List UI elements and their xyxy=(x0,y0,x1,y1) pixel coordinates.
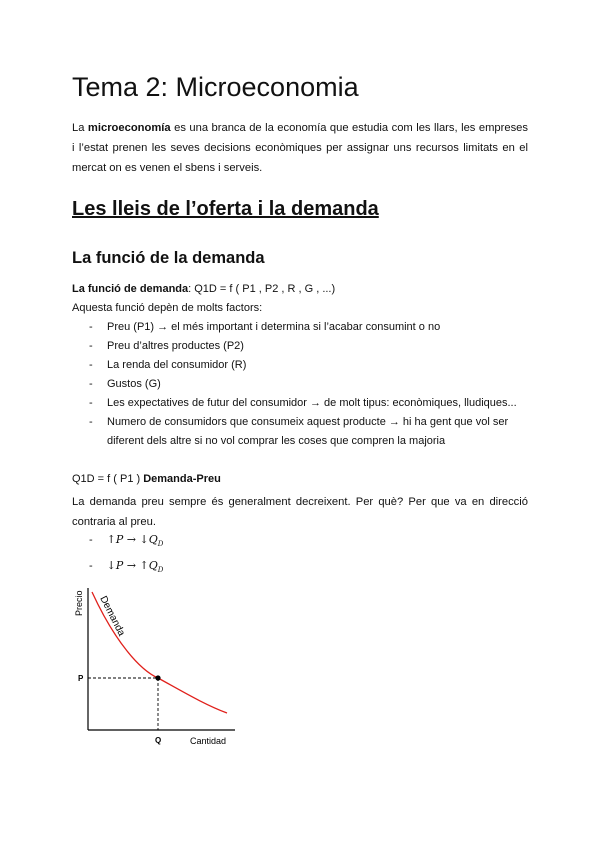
list-item: - Gustos (G) xyxy=(72,375,528,394)
subsection-heading: La funció de la demanda xyxy=(72,249,265,267)
demand-price-bold: Demanda-Preu xyxy=(143,473,221,485)
intro-paragraph xyxy=(72,118,528,178)
list-item: - Preu (P1) → el més important i determina si l’acabar consumint o no xyxy=(72,318,528,337)
demand-price-description: La demanda preu sempre és generalment decreixent. Per què? Per que va en direcció contraria al preu. xyxy=(72,496,528,528)
list-item: - La renda del consumidor (R) xyxy=(72,356,528,375)
list-item: - Numero de consumidors que consumeix aquest producte → hi ha gent que vol ser diferent dels altre si no vol comprar les coses que compren la majoria xyxy=(72,413,528,451)
demand-price-heading: Q1D = f ( P1 ) Demanda-Preu xyxy=(72,473,221,485)
definition-formula: : Q1D = f ( P1 , P2 , R , G , ...) xyxy=(188,283,336,295)
factors-list xyxy=(72,318,528,451)
x-axis-label: Cantidad xyxy=(190,736,227,746)
demand-chart xyxy=(70,582,250,752)
list-item: - Preu d’altres productes (P2) xyxy=(72,337,528,356)
price-point-label: P xyxy=(78,674,84,683)
quantity-point-label: Q xyxy=(155,736,162,745)
formula-price-up: - ↑P → $↓Q_D$ xyxy=(89,533,164,549)
intro-prefix: La xyxy=(72,122,88,134)
bullet-dash: - xyxy=(89,321,93,333)
bullet-dash: - xyxy=(89,416,93,428)
bullet-dash: - xyxy=(89,397,93,409)
equilibrium-point xyxy=(155,675,160,680)
bullet-dash: - xyxy=(89,340,93,352)
page-title: Tema 2: Microeconomia xyxy=(72,72,359,102)
demand-function-definition xyxy=(72,283,335,295)
curve-label: Demanda xyxy=(97,594,127,638)
factors-intro: Aquesta funció depèn de molts factors: xyxy=(72,302,263,314)
formula-price-down: - ↓P → $↑Q_D$ xyxy=(89,559,164,575)
list-item: - Les expectatives de futur del consumidor → de molt tipus: econòmiques, lludiques... xyxy=(72,394,528,413)
bullet-dash: - xyxy=(89,378,93,390)
intro-bold-term: microeconomía xyxy=(87,122,171,134)
definition-term: La funció de demanda xyxy=(72,283,189,295)
y-axis-label: Precio xyxy=(74,590,84,616)
intro-rest: es una branca de la economía que estudia com les llars, les empreses i l’estat prenen les seves decisions econòmiques per assignar uns recursos limitats en el mercat on es venen el sbens i serveis. xyxy=(72,122,528,174)
section-heading: Les lleis de l’oferta i la demanda xyxy=(72,198,379,220)
bullet-dash: - xyxy=(89,359,93,371)
